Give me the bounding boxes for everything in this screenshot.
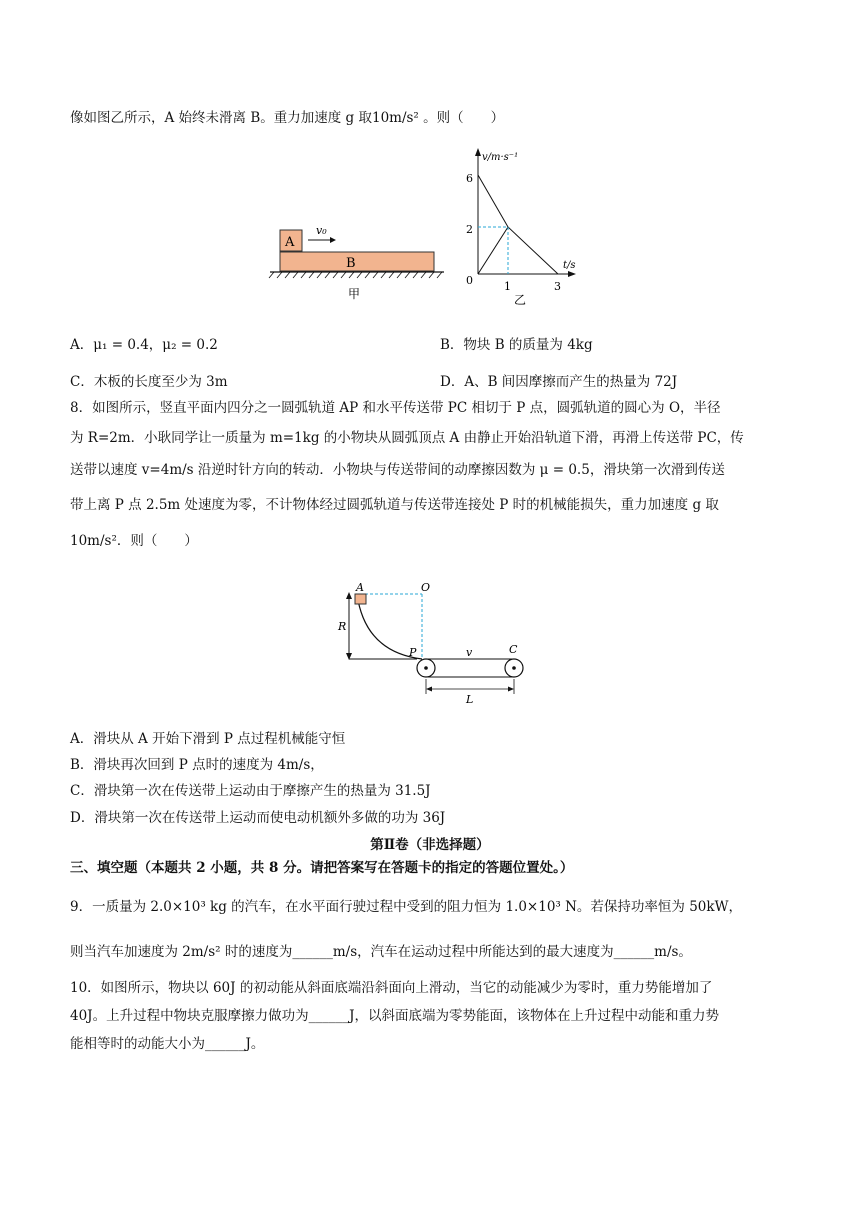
section3-heading: 三、填空题（本题共 2 小题，共 8 分。请把答案写在答题卡的指定的答题位置处。） [70, 860, 574, 876]
x-axis-label: t/s [563, 260, 576, 271]
q7-option-c: C．木板的长度至少为 3m [70, 374, 228, 390]
label-v: v [466, 646, 473, 659]
q8-figure [335, 582, 535, 707]
block-b-label: B [346, 256, 356, 271]
q9-line-2: 则当汽车加速度为 2m/s² 时的速度为______m/s，汽车在运动过程中所能达到的最大速度为______m/s。 [70, 944, 692, 960]
q8-line-1: 8．如图所示，竖直平面内四分之一圆弧轨道 AP 和水平传送带 PC 相切于 P 点，圆弧轨道的圆心为 O，半径 [70, 400, 721, 416]
q7-option-d: D．A、B 间因摩擦而产生的热量为 72J [440, 374, 678, 390]
caption-yi: 乙 [514, 293, 527, 306]
tick-origin: 0 [466, 274, 473, 287]
caption-jia: 甲 [348, 287, 361, 301]
tick-x3: 3 [554, 280, 561, 293]
q7-stem: 像如图乙所示，A 始终未滑离 B。重力加速度 g 取10m/s² 。则（ ） [70, 110, 505, 126]
q10-line-3: 能相等时的动能大小为______J。 [70, 1036, 265, 1052]
q10-line-2: 40J。上升过程中物块克服摩擦力做功为______J，以斜面底端为零势能面，该物体在上升过程中动能和重力势 [70, 1008, 720, 1024]
block-a-label: A [285, 235, 295, 250]
q10-line-1: 10．如图所示，物块以 60J 的初动能从斜面底端沿斜面向上滑动，当它的动能减少为零时，重力势能增加了 [70, 980, 713, 996]
q7-option-b: B．物块 B 的质量为 4kg [440, 337, 593, 353]
tick-y6: 6 [466, 172, 473, 185]
q7-option-a: A．μ₁ = 0.4，μ₂ = 0.2 [70, 337, 218, 353]
y-axis-label: v/m·s⁻¹ [482, 152, 519, 163]
label-O: O [421, 582, 431, 594]
q9-line-1: 9．一质量为 2.0×10³ kg 的汽车，在水平面行驶过程中受到的阻力恒为 1.0×10³ N。若保持功率恒为 50kW， [70, 899, 742, 915]
small-block [355, 594, 366, 604]
block-b [280, 252, 434, 271]
label-A: A [356, 582, 364, 594]
line-b-accel [478, 227, 508, 274]
q8-option-b: B．滑块再次回到 P 点时的速度为 4m/s， [70, 757, 324, 773]
q7-figure-yi [460, 146, 590, 306]
part2-title: 第Ⅱ卷（非选择题） [370, 837, 490, 853]
line-common-decel [508, 227, 558, 274]
v0-label: v₀ [316, 224, 327, 237]
label-P: P [409, 646, 417, 659]
q8-line-2: 为 R=2m．小耿同学让一质量为 m=1kg 的小物块从圆弧顶点 A 由静止开始沿轨道下滑，再滑上传送带 PC，传 [70, 430, 744, 446]
tick-y2: 2 [466, 223, 473, 236]
tick-x1: 1 [504, 280, 511, 293]
label-L: L [466, 693, 474, 706]
q8-option-a: A．滑块从 A 开始下滑到 P 点过程机械能守恒 [70, 731, 346, 747]
ground-hatch [269, 272, 442, 278]
label-R: R [338, 620, 347, 633]
q8-line-4: 带上离 P 点 2.5m 处速度为零，不计物体经过圆弧轨道与传送带连接处 P 时的机械能损失，重力加速度 g 取 [70, 497, 719, 513]
line-a [478, 175, 508, 227]
q8-option-c: C．滑块第一次在传送带上运动由于摩擦产生的热量为 31.5J [70, 783, 431, 799]
q7-figure-jia [268, 220, 468, 310]
q8-line-5: 10m/s²．则（ ） [70, 533, 198, 549]
q8-option-d: D．滑块第一次在传送带上运动而使电动机额外多做的功为 36J [70, 810, 446, 826]
label-C: C [509, 643, 518, 656]
q8-line-3: 送带以速度 v=4m/s 沿逆时针方向的转动．小物块与传送带间的动摩擦因数为 μ = 0.5，滑块第一次滑到传送 [70, 462, 725, 478]
